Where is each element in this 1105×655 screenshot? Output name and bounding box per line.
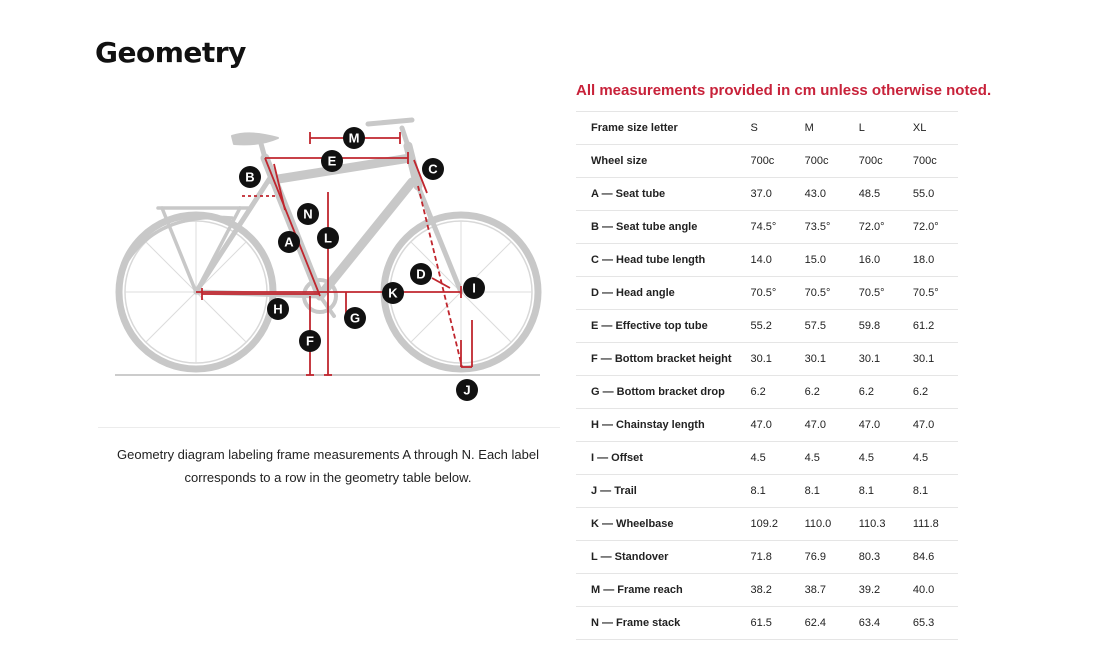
cell-value: 110.0	[805, 508, 859, 541]
cell-value: 4.5	[913, 442, 958, 475]
table-row	[576, 277, 958, 310]
diagram-label-d	[410, 263, 432, 285]
row-label: E — Effective top tube	[576, 310, 750, 343]
svg-text:H: H	[273, 301, 283, 317]
cell-value: 74.5°	[750, 211, 804, 244]
table-row	[576, 541, 958, 574]
row-label: A — Seat tube	[576, 178, 750, 211]
diagram-caption: Geometry diagram labeling frame measurements A through N. Each label corresponds to a row in the geometry table below.	[117, 447, 539, 485]
table-row	[576, 508, 958, 541]
cell-value: 15.0	[805, 244, 859, 277]
svg-text:B: B	[245, 169, 255, 185]
cell-value: 47.0	[913, 409, 958, 442]
diagram-divider	[98, 427, 560, 428]
cell-value: 63.4	[859, 607, 913, 640]
row-label: H — Chainstay length	[576, 409, 750, 442]
cell-value: 80.3	[859, 541, 913, 574]
cell-value: 18.0	[913, 244, 958, 277]
cell-value: 700c	[805, 145, 859, 178]
table-row	[576, 244, 958, 277]
svg-text:N: N	[303, 206, 313, 222]
table-row	[576, 574, 958, 607]
cell-value: 4.5	[805, 442, 859, 475]
svg-text:A: A	[284, 234, 294, 250]
cell-value: 8.1	[750, 475, 804, 508]
diagram-label-j	[456, 379, 478, 401]
geometry-diagram	[100, 100, 560, 410]
row-label: G — Bottom bracket drop	[576, 376, 750, 409]
cell-value: 76.9	[805, 541, 859, 574]
cell-value: 6.2	[805, 376, 859, 409]
cell-value: 70.5°	[913, 277, 958, 310]
row-label: Wheel size	[576, 145, 750, 178]
cell-value: 70.5°	[805, 277, 859, 310]
cell-value: 4.5	[750, 442, 804, 475]
cell-value: 72.0°	[859, 211, 913, 244]
measurement-note: All measurements provided in cm unless otherwise noted.	[576, 82, 992, 99]
cell-value: 6.2	[750, 376, 804, 409]
cell-value: 57.5	[805, 310, 859, 343]
cell-value: 8.1	[859, 475, 913, 508]
cell-value: 30.1	[805, 343, 859, 376]
row-label: N — Frame stack	[576, 607, 750, 640]
svg-text:D: D	[416, 266, 426, 282]
svg-text:M: M	[348, 130, 360, 146]
cell-value: 55.0	[913, 178, 958, 211]
geometry-table	[576, 111, 958, 640]
row-label: F — Bottom bracket height	[576, 343, 750, 376]
diagram-label-l	[317, 227, 339, 249]
cell-value: 8.1	[913, 475, 958, 508]
cell-value: 47.0	[805, 409, 859, 442]
cell-value: 110.3	[859, 508, 913, 541]
diagram-label-h	[267, 298, 289, 320]
diagram-label-c	[422, 158, 444, 180]
table-row	[576, 211, 958, 244]
row-label: K — Wheelbase	[576, 508, 750, 541]
cell-value: 73.5°	[805, 211, 859, 244]
cell-value: 109.2	[750, 508, 804, 541]
row-label: D — Head angle	[576, 277, 750, 310]
table-row	[576, 607, 958, 640]
cell-value: 16.0	[859, 244, 913, 277]
svg-text:K: K	[388, 285, 398, 301]
cell-value: 37.0	[750, 178, 804, 211]
row-label: B — Seat tube angle	[576, 211, 750, 244]
cell-value: 59.8	[859, 310, 913, 343]
table-header-row	[576, 112, 958, 145]
cell-value: 70.5°	[750, 277, 804, 310]
cell-value: XL	[913, 112, 958, 145]
cell-value: L	[859, 112, 913, 145]
diagram-label-b	[239, 166, 261, 188]
cell-value: S	[750, 112, 804, 145]
cell-value: 61.2	[913, 310, 958, 343]
cell-value: 65.3	[913, 607, 958, 640]
svg-text:J: J	[463, 382, 471, 398]
cell-value: 14.0	[750, 244, 804, 277]
cell-value: 8.1	[805, 475, 859, 508]
cell-value: M	[805, 112, 859, 145]
row-label: L — Standover	[576, 541, 750, 574]
cell-value: 48.5	[859, 178, 913, 211]
svg-text:F: F	[306, 333, 314, 349]
cell-value: 6.2	[913, 376, 958, 409]
diagram-label-g	[344, 307, 366, 329]
cell-value: 700c	[859, 145, 913, 178]
diagram-label-f	[299, 330, 321, 352]
cell-value: 71.8	[750, 541, 804, 574]
cell-value: 39.2	[859, 574, 913, 607]
table-row	[576, 310, 958, 343]
svg-text:C: C	[428, 161, 438, 177]
table-row	[576, 475, 958, 508]
table-row	[576, 442, 958, 475]
row-label: J — Trail	[576, 475, 750, 508]
cell-value: 47.0	[859, 409, 913, 442]
cell-value: 43.0	[805, 178, 859, 211]
cell-value: 61.5	[750, 607, 804, 640]
cell-value: 62.4	[805, 607, 859, 640]
cell-value: 6.2	[859, 376, 913, 409]
diagram-label-k	[382, 282, 404, 304]
table-row	[576, 178, 958, 211]
svg-text:L: L	[324, 230, 332, 246]
diagram-label-i	[463, 277, 485, 299]
row-label: Frame size letter	[576, 112, 750, 145]
cell-value: 38.7	[805, 574, 859, 607]
table-row	[576, 145, 958, 178]
cell-value: 47.0	[750, 409, 804, 442]
diagram-label-n	[297, 203, 319, 225]
page-title: Geometry	[95, 36, 246, 69]
cell-value: 84.6	[913, 541, 958, 574]
diagram-label-m	[343, 127, 365, 149]
table-row	[576, 343, 958, 376]
svg-text:I: I	[472, 280, 476, 296]
table-row	[576, 376, 958, 409]
geometry-table-body	[576, 112, 958, 640]
cell-value: 111.8	[913, 508, 958, 541]
cell-value: 30.1	[859, 343, 913, 376]
cell-value: 40.0	[913, 574, 958, 607]
diagram-label-a	[278, 231, 300, 253]
cell-value: 38.2	[750, 574, 804, 607]
cell-value: 72.0°	[913, 211, 958, 244]
table-row	[576, 409, 958, 442]
cell-value: 4.5	[859, 442, 913, 475]
cell-value: 30.1	[913, 343, 958, 376]
svg-text:E: E	[327, 153, 337, 169]
row-label: C — Head tube length	[576, 244, 750, 277]
cell-value: 55.2	[750, 310, 804, 343]
diagram-label-e	[321, 150, 343, 172]
row-label: I — Offset	[576, 442, 750, 475]
cell-value: 30.1	[750, 343, 804, 376]
row-label: M — Frame reach	[576, 574, 750, 607]
svg-text:G: G	[349, 310, 361, 326]
cell-value: 700c	[913, 145, 958, 178]
cell-value: 700c	[750, 145, 804, 178]
cell-value: 70.5°	[859, 277, 913, 310]
